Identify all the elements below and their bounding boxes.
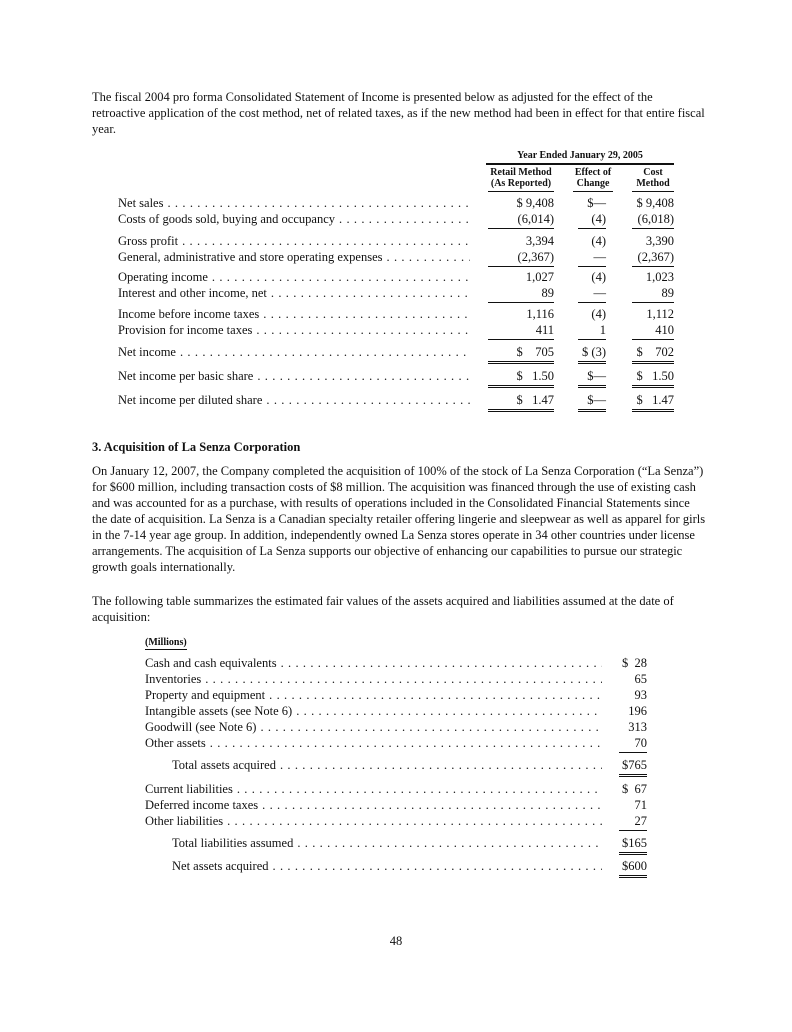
row-label-container [145, 687, 602, 703]
row-label-container [145, 735, 602, 751]
table-row [0, 195, 792, 211]
column-header-line1: Cost [643, 167, 663, 178]
value-cell: 1,023 [645, 270, 674, 284]
row-label: Current liabilities [145, 782, 233, 796]
value-cell: $— [578, 392, 606, 412]
table-row [0, 344, 792, 360]
section-heading: 3. Acquisition of La Senza Corporation [92, 440, 301, 454]
value-cell: (6,014) [488, 211, 554, 229]
dot-leader [269, 687, 602, 703]
dot-leader [205, 671, 602, 687]
table-row [0, 719, 792, 735]
row-label: Gross profit [118, 234, 179, 248]
value-cell: $ 705 [488, 344, 554, 364]
dot-leader [256, 322, 470, 338]
row-label: Total assets acquired [172, 758, 276, 772]
table-row [0, 835, 792, 851]
dot-leader [182, 233, 470, 249]
dot-leader [210, 735, 602, 751]
table-row [0, 735, 792, 751]
value-cell: 411 [488, 322, 554, 340]
value-cell: $765 [619, 757, 647, 777]
value-cell: 196 [628, 704, 647, 718]
value-cell: 313 [628, 720, 647, 734]
column-header-line1: Effect of [574, 167, 612, 178]
row-label: Net assets acquired [172, 859, 269, 873]
dot-leader [297, 835, 602, 851]
value-cell: — [578, 249, 606, 267]
period-header: Year Ended January 29, 2005 [486, 150, 674, 165]
table-row [0, 813, 792, 829]
row-label: Deferred income taxes [145, 798, 259, 812]
table-row [0, 392, 792, 408]
row-label-container [118, 392, 470, 408]
row-label: Net income per basic share [118, 369, 254, 383]
row-label-container [145, 655, 602, 671]
value-cell: $ (3) [578, 344, 606, 364]
table-row [0, 269, 792, 285]
row-label: Other assets [145, 736, 206, 750]
dot-leader [266, 392, 470, 408]
row-label-container [118, 322, 470, 338]
value-cell: 71 [634, 798, 647, 812]
column-header-line2: Method [636, 178, 670, 189]
table-row [0, 285, 792, 301]
dot-leader [296, 703, 602, 719]
row-label-container [145, 797, 602, 813]
row-label-container [172, 835, 602, 851]
dot-leader [271, 285, 470, 301]
row-label: Total liabilities assumed [172, 836, 294, 850]
row-label: Net income per diluted share [118, 393, 263, 407]
row-label-container [118, 368, 470, 384]
summary-paragraph: The following table summarizes the estimated fair values of the assets acquired and liabilities assumed at the date of acquisition: [92, 594, 674, 624]
dot-leader [227, 813, 602, 829]
value-cell: 3,390 [645, 234, 674, 248]
value-cell: $ 1.50 [632, 368, 674, 388]
value-cell: (2,367) [632, 249, 674, 267]
intro-paragraph: The fiscal 2004 pro forma Consolidated Statement of Income is presented below as adjusted for the effect of the retroactive application of the cost method, net of related taxes, as if the new method had been in effect for that entire fiscal year. [92, 90, 705, 136]
row-label-container [172, 757, 602, 773]
row-label: Inventories [145, 672, 202, 686]
dot-leader [280, 757, 602, 773]
row-label-container [172, 858, 602, 874]
value-cell: 1,112 [646, 307, 674, 321]
row-label-container [118, 306, 470, 322]
value-cell: $600 [619, 858, 647, 878]
row-label-container [118, 269, 470, 285]
dot-leader [167, 195, 470, 211]
row-label: General, administrative and store operating expenses [118, 250, 383, 264]
dot-leader [180, 344, 470, 360]
row-label: Cash and cash equivalents [145, 656, 277, 670]
dot-leader [263, 306, 470, 322]
value-cell: $ 1.47 [632, 392, 674, 412]
value-cell: 1,027 [525, 270, 554, 284]
row-label: Costs of goods sold, buying and occupancy [118, 212, 335, 226]
table-row [0, 781, 792, 797]
value-cell: (4) [591, 307, 606, 321]
value-cell: 65 [634, 672, 647, 686]
table-row [0, 211, 792, 227]
acquisition-paragraph: On January 12, 2007, the Company completed the acquisition of 100% of the stock of La Senza Corporation (“La Senza”) for $600 million, including transaction costs of $8 million. The acquisition was financed through the use of existing cash and was accounted for as a purchase, with results of operations included in the Consolidated Financial Statements since the date of acquisition. La Senza is a Canadian specialty retailer offering lingerie and sleepwear as well as apparel for girls in the 7-14 year age group. In addition, independently owned La Senza stores operate in 34 other countries under license arrangements. The acquisition of La Senza supports our objective of enhancing our capabilities to pursue our strategic growth goals internationally. [92, 464, 706, 574]
value-cell: $ 9,408 [636, 196, 674, 210]
row-label-container [118, 249, 470, 265]
dot-leader [273, 858, 603, 874]
value-cell: $165 [619, 835, 647, 855]
table-row [0, 249, 792, 265]
row-label-container [145, 671, 602, 687]
value-cell: (4) [591, 234, 606, 248]
table-row [0, 858, 792, 874]
column-header [573, 167, 613, 192]
row-label-container [118, 195, 470, 211]
value-cell: — [578, 285, 606, 303]
table-row [0, 368, 792, 384]
value-cell: 410 [632, 322, 674, 340]
dot-leader [262, 797, 602, 813]
dot-leader [260, 719, 602, 735]
row-label-container [118, 211, 470, 227]
value-cell: 70 [619, 735, 647, 753]
row-label: Net sales [118, 196, 164, 210]
value-cell: 93 [634, 688, 647, 702]
row-label-container [145, 703, 602, 719]
row-label-container [118, 285, 470, 301]
table-row [0, 306, 792, 322]
value-cell: 1 [578, 322, 606, 340]
table-row [0, 687, 792, 703]
row-label: Property and equipment [145, 688, 266, 702]
row-label-container [145, 813, 602, 829]
column-header-line2: (As Reported) [490, 178, 552, 189]
table-row [0, 757, 792, 773]
row-label-container [145, 781, 602, 797]
page-number: 48 [389, 934, 403, 948]
row-label: Other liabilities [145, 814, 224, 828]
value-cell: $— [578, 368, 606, 388]
value-cell: (4) [578, 211, 606, 229]
value-cell: (2,367) [488, 249, 554, 267]
value-cell: $ 702 [632, 344, 674, 364]
value-cell: $ 67 [622, 782, 647, 796]
value-cell: $ 28 [622, 656, 647, 670]
value-cell: $ 9,408 [516, 196, 554, 210]
row-label: Goodwill (see Note 6) [145, 720, 257, 734]
value-cell: 89 [488, 285, 554, 303]
value-cell: (4) [591, 270, 606, 284]
table-row [0, 233, 792, 249]
row-label: Net income [118, 345, 176, 359]
dot-leader [237, 781, 602, 797]
row-label: Interest and other income, net [118, 286, 267, 300]
table-row [0, 703, 792, 719]
column-header-line2: Change [576, 178, 610, 189]
row-label: Income before income taxes [118, 307, 260, 321]
table-row [0, 797, 792, 813]
column-header-line1: Retail Method [490, 167, 552, 178]
dot-leader [339, 211, 470, 227]
row-label: Operating income [118, 270, 208, 284]
dot-leader [212, 269, 470, 285]
column-header [632, 167, 674, 192]
dot-leader [387, 249, 471, 265]
column-header [488, 167, 554, 192]
value-cell: 1,116 [526, 307, 554, 321]
value-cell: $ 1.47 [488, 392, 554, 412]
value-cell: $ 1.50 [488, 368, 554, 388]
row-label-container [118, 233, 470, 249]
millions-unit-label: (Millions) [145, 637, 187, 648]
table-row [0, 655, 792, 671]
row-label: Intangible assets (see Note 6) [145, 704, 293, 718]
dot-leader [281, 655, 602, 671]
value-cell: (6,018) [632, 211, 674, 229]
row-label-container [118, 344, 470, 360]
dot-leader [257, 368, 470, 384]
row-label-container [145, 719, 602, 735]
value-cell: $— [587, 196, 606, 210]
table-row [0, 671, 792, 687]
table-row [0, 322, 792, 338]
value-cell: 89 [632, 285, 674, 303]
value-cell: 27 [619, 813, 647, 831]
row-label: Provision for income taxes [118, 323, 253, 337]
value-cell: 3,394 [525, 234, 554, 248]
